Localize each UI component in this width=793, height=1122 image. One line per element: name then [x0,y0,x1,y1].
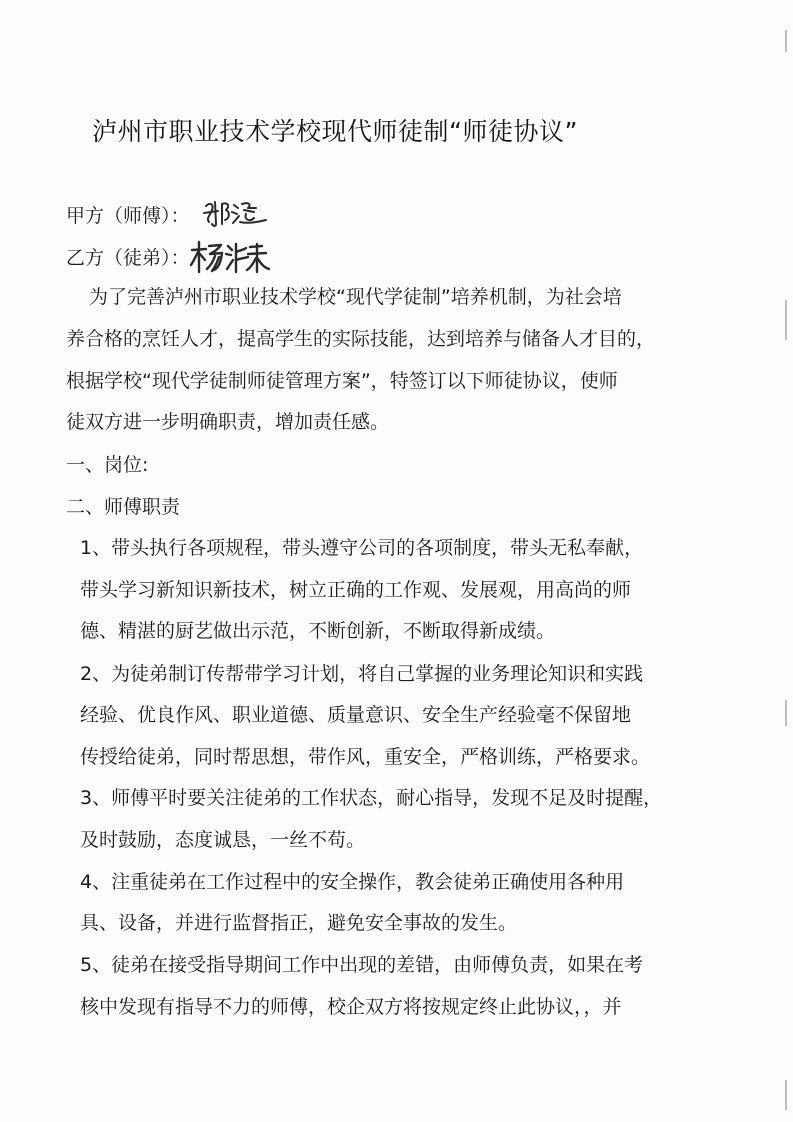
clause-line: 5、徒弟在接受指导期间工作中出现的差错，由师傅负责，如果在考 [80,954,644,976]
section-heading: 二、师傅职责 [66,496,181,518]
scan-edge-mark [785,300,787,340]
body-line: 养合格的烹饪人才，提高学生的实际技能，达到培养与储备人才目的， [66,328,656,350]
section-heading: 一、岗位: [66,454,149,476]
party-a-label: 甲方（师傅）： [66,205,190,227]
scan-edge-mark [785,30,787,52]
party-b-handwritten-signature [188,238,272,278]
party-a-handwritten-signature [200,196,270,230]
document-title: 泸州市职业技术学校现代师徒制“师徒协议” [92,117,578,146]
body-line: 为了完善泸州市职业技术学校“现代学徒制”培养机制，为社会培 [89,286,622,308]
clause-line: 2、为徒弟制订传帮带学习计划，将自己掌握的业务理论知识和实践 [80,663,644,685]
clause-line: 4、注重徒弟在工作过程中的安全操作，教会徒弟正确使用各种用 [80,871,625,893]
party-b-label: 乙方（徒弟）： [66,247,190,269]
body-line: 根据学校“现代学徒制师徒管理方案”，特签订以下师徒协议，使师 [66,370,618,392]
clause-line: 1、带头执行各项规程，带头遵守公司的各项制度，带头无私奉献， [80,537,644,559]
clause-line: 德、精湛的厨艺做出示范，不断创新，不断取得新成绩。 [80,620,556,642]
clause-line: 经验、优良作风、职业道德、质量意识、安全生产经验毫不保留地 [80,704,632,726]
clause-line: 核中发现有指导不力的师傅，校企双方将按规定终止此协议，，并 [80,996,622,1018]
clause-line: 传授给徒弟，同时帮思想，带作风，重安全，严格训练，严格要求。 [80,746,651,768]
body-line: 徒双方进一步明确职责，增加责任感。 [66,411,390,433]
scan-edge-mark [785,700,787,726]
clause-line: 具、设备，并进行监督指正，避免安全事故的发生。 [80,912,518,934]
scan-edge-mark [785,1080,787,1110]
clause-line: 带头学习新知识新技术，树立正确的工作观、发展观，用高尚的师 [80,579,632,601]
clause-line: 3、师傅平时要关注徒弟的工作状态，耐心指导，发现不足及时提醒， [80,787,663,809]
clause-line: 及时鼓励，态度诚恳，一丝不苟。 [80,829,366,851]
